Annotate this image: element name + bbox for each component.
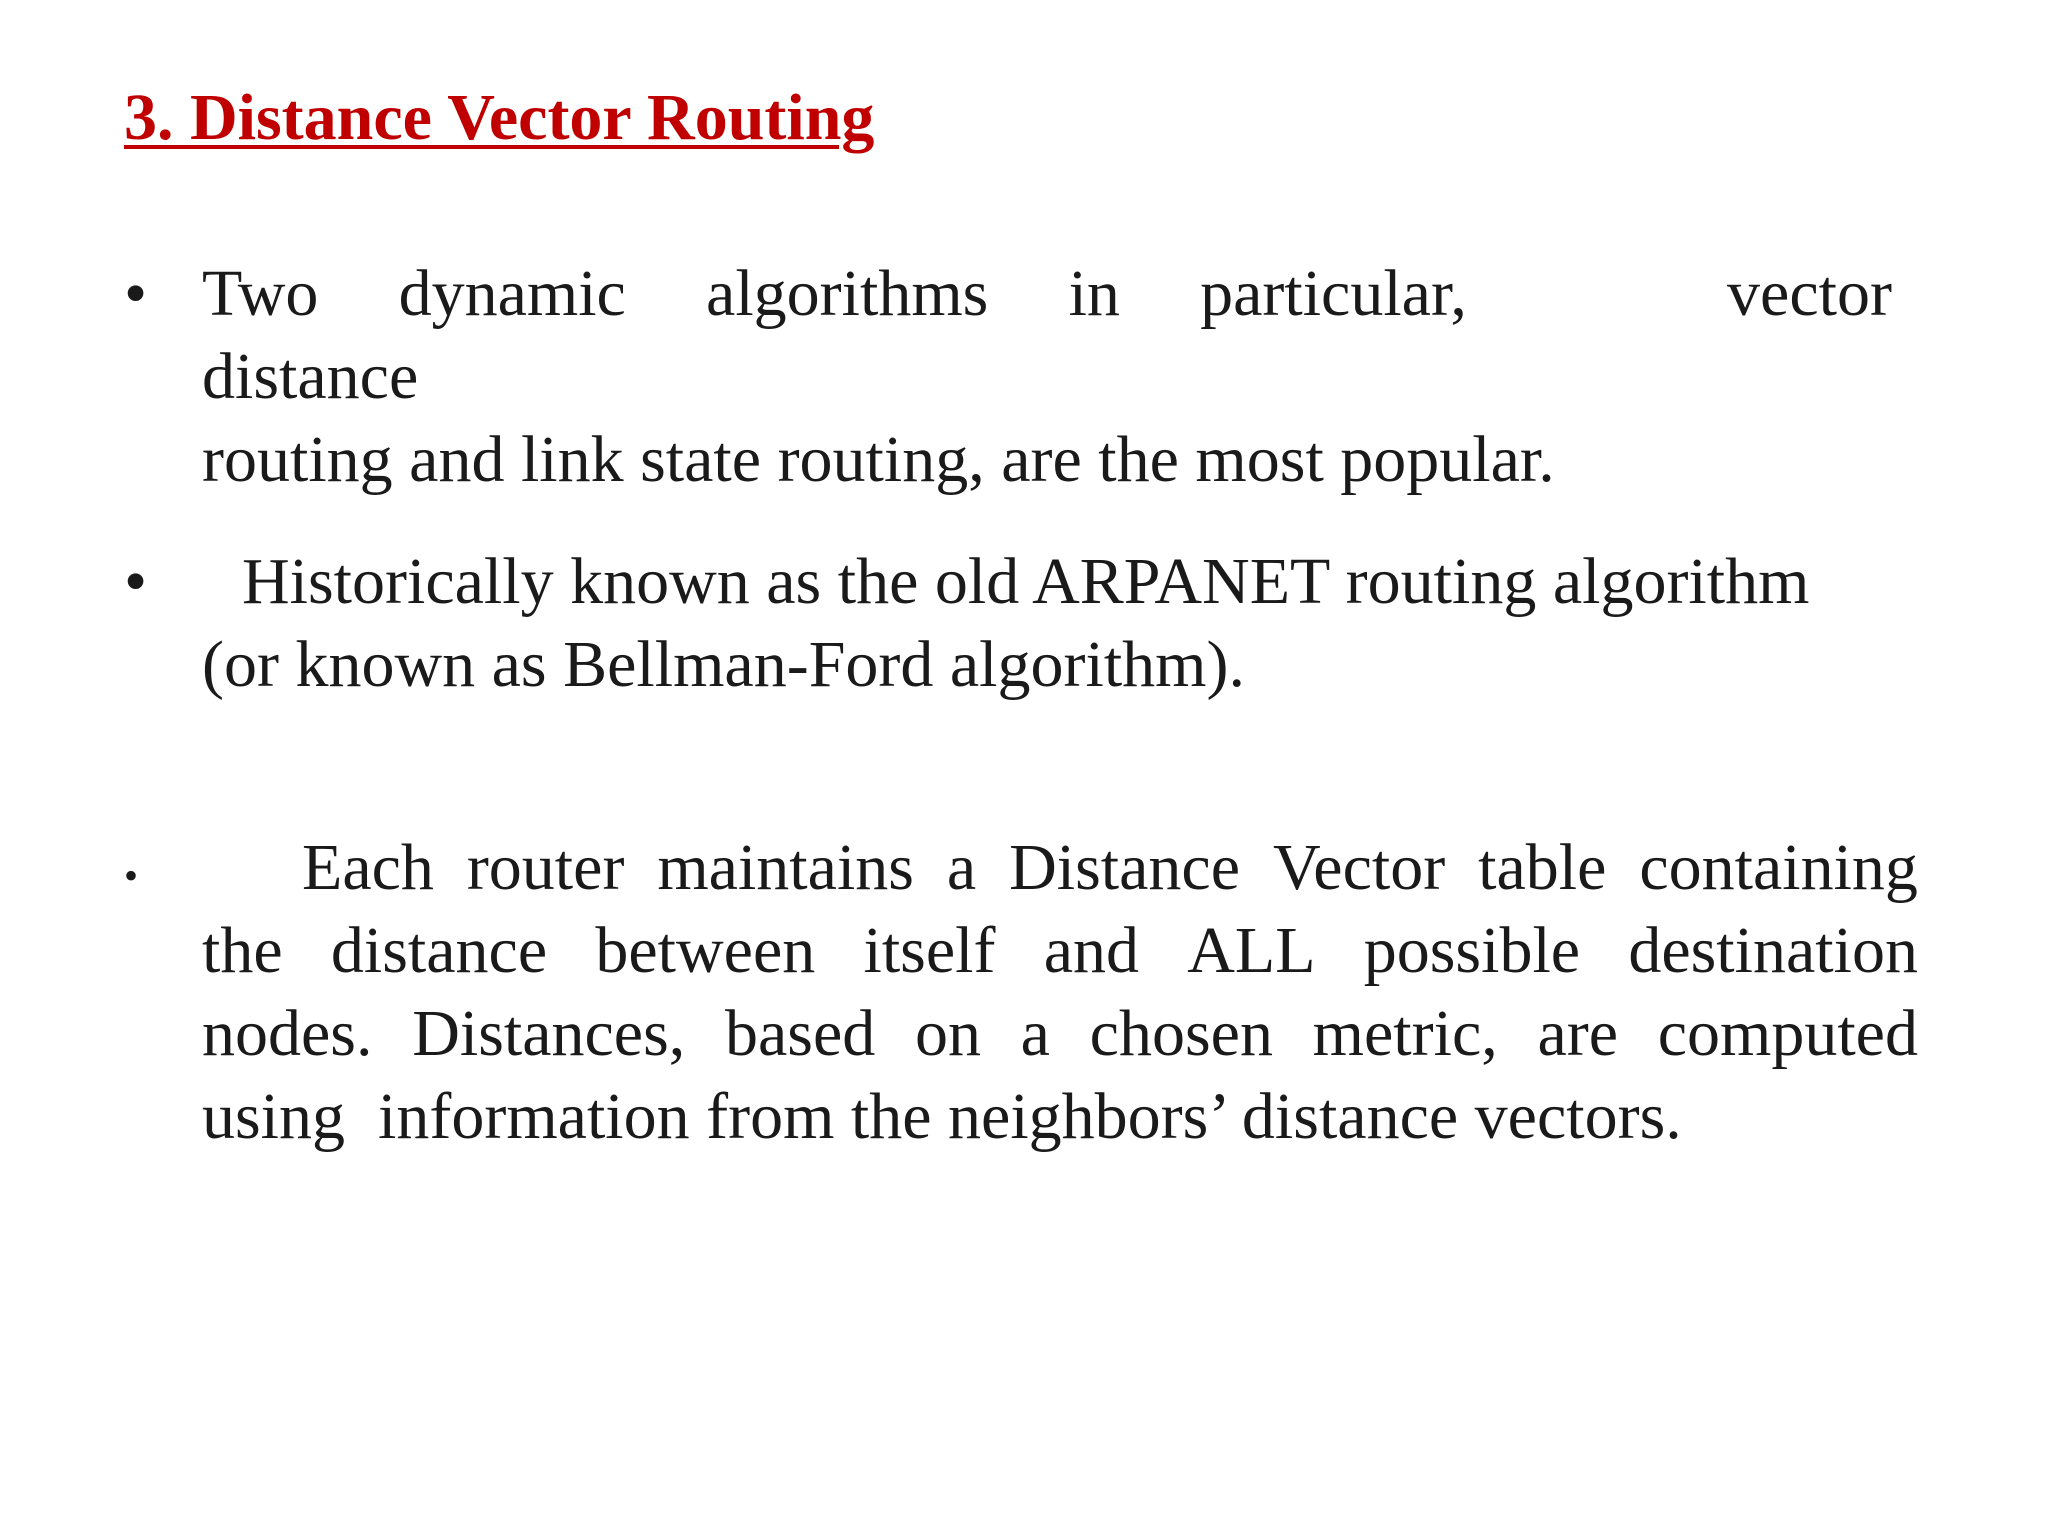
word: the xyxy=(202,914,283,987)
bullet-item xyxy=(124,540,1918,706)
bullet-line: Historically known as the old ARPANET routing algorithm xyxy=(242,545,1810,618)
bullet-item xyxy=(124,252,1918,501)
bullet-text xyxy=(202,252,1918,501)
word: in xyxy=(1068,257,1120,330)
word: are xyxy=(1537,997,1619,1070)
word: based xyxy=(724,997,876,1070)
bullet-line: using information from the neighbors’ distance vectors. xyxy=(202,1080,1682,1153)
word: possible xyxy=(1363,914,1581,987)
word: dynamic xyxy=(398,257,626,330)
word: computed xyxy=(1657,997,1918,1070)
word: containing xyxy=(1639,831,1918,904)
word: metric, xyxy=(1312,997,1498,1070)
bullet-marker: • xyxy=(124,545,148,618)
word: nodes. xyxy=(202,997,373,1070)
bullet-line xyxy=(202,992,1918,1075)
word: Distances, xyxy=(412,997,686,1070)
bullet-line xyxy=(202,909,1918,992)
bullet-text xyxy=(202,826,1918,1158)
word: Two xyxy=(202,257,319,330)
bullet-marker: • xyxy=(124,257,148,330)
word: and xyxy=(1043,914,1139,987)
bullet-line xyxy=(202,252,1892,335)
word: ALL xyxy=(1187,914,1316,987)
bullet-line: routing and link state routing, are the most popular. xyxy=(202,423,1555,496)
bullet-item xyxy=(124,826,1918,1158)
word: chosen xyxy=(1089,997,1273,1070)
word: vector xyxy=(1727,257,1892,330)
word: destination xyxy=(1628,914,1918,987)
word: Each xyxy=(302,831,434,904)
bullet-text xyxy=(202,540,1918,706)
word: maintains xyxy=(657,831,914,904)
word: itself xyxy=(863,914,996,987)
word: algorithms xyxy=(706,257,989,330)
word: between xyxy=(595,914,816,987)
word: a xyxy=(1020,997,1050,1070)
bullet-line: (or known as Bellman-Ford algorithm). xyxy=(202,628,1245,701)
word: distance xyxy=(330,914,548,987)
word: Distance xyxy=(1009,831,1241,904)
bullet-line: distance xyxy=(202,340,419,413)
word: table xyxy=(1478,831,1607,904)
word: particular, xyxy=(1200,257,1467,330)
bullet-line xyxy=(202,826,1918,909)
bullet-marker: • xyxy=(124,853,139,898)
word: router xyxy=(466,831,625,904)
word: a xyxy=(946,831,977,904)
word: on xyxy=(914,997,981,1070)
word: Vector xyxy=(1272,831,1446,904)
slide-title: 3. Distance Vector Routing xyxy=(124,81,875,154)
